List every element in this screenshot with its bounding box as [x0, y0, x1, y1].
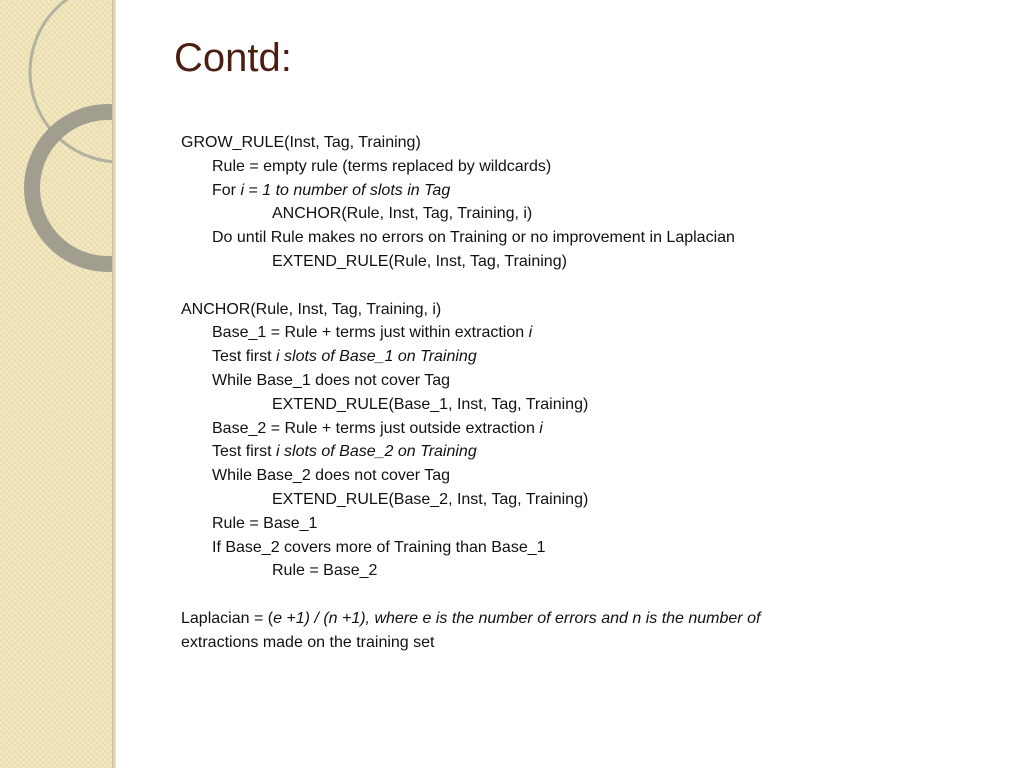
- for-range: 1 to number of slots in Tag: [262, 181, 451, 199]
- slide-body: [181, 131, 981, 655]
- anchor-extend1: EXTEND_RULE(Base_1, Inst, Tag, Training): [272, 395, 589, 413]
- test2-italic: i slots of Base_2 on Training: [276, 443, 477, 461]
- anchor-signature: ANCHOR(Rule, Inst, Tag, Training, i): [181, 300, 442, 318]
- laplacian-formula: e +1) / (n +1), where e is the number of errors and n is the number of: [273, 609, 761, 627]
- decorative-rings: [0, 0, 112, 768]
- base1-var: i: [528, 324, 533, 342]
- grow-rule-init-line: Rule = empty rule (terms replaced by wildcards): [212, 157, 552, 175]
- anchor-while2: While Base_2 does not cover Tag: [212, 467, 451, 485]
- anchor-extend2: EXTEND_RULE(Base_2, Inst, Tag, Training): [272, 490, 589, 508]
- for-equals: =: [244, 181, 263, 199]
- anchor-test2: [181, 440, 981, 464]
- grow-rule-for-line: [181, 179, 981, 203]
- laplacian-line1: [181, 607, 981, 631]
- base2-def-text: Base_2 = Rule + terms just outside extraction: [212, 419, 540, 437]
- test1-prefix: Test first: [212, 348, 277, 366]
- laplacian-prefix: Laplacian = (: [181, 609, 274, 627]
- anchor-if-cover: If Base_2 covers more of Training than Base_1: [212, 538, 546, 556]
- side-band-edge: [112, 0, 116, 768]
- thick-ring: [32, 112, 112, 264]
- base1-def-text: Base_1 = Rule + terms just within extraction: [212, 324, 529, 342]
- for-prefix: For: [212, 181, 241, 199]
- test2-prefix: Test first: [212, 443, 277, 461]
- grow-rule-anchor-call: ANCHOR(Rule, Inst, Tag, Training, i): [272, 205, 533, 223]
- anchor-rule-assign: Rule = Base_1: [212, 514, 318, 532]
- base2-var: i: [539, 419, 543, 437]
- grow-rule-extend-call: EXTEND_RULE(Rule, Inst, Tag, Training): [272, 252, 567, 270]
- decorative-side-band: [0, 0, 112, 768]
- grow-rule-signature: GROW_RULE(Inst, Tag, Training): [181, 134, 421, 151]
- anchor-while1: While Base_1 does not cover Tag: [212, 371, 451, 389]
- blank-line: [181, 274, 981, 298]
- anchor-test1: [181, 345, 981, 369]
- test1-italic: i slots of Base_1 on Training: [276, 348, 477, 366]
- anchor-base2-def: [181, 417, 981, 441]
- anchor-base1-def: [181, 321, 981, 345]
- for-variable: i: [240, 181, 245, 199]
- anchor-rule-assign2: Rule = Base_2: [272, 562, 378, 580]
- blank-line: [181, 583, 981, 607]
- grow-rule-do-until: Do until Rule makes no errors on Training or no improvement in Laplacian: [212, 229, 735, 247]
- laplacian-line2: extractions made on the training set: [181, 633, 435, 651]
- slide-title: Contd:: [174, 36, 292, 80]
